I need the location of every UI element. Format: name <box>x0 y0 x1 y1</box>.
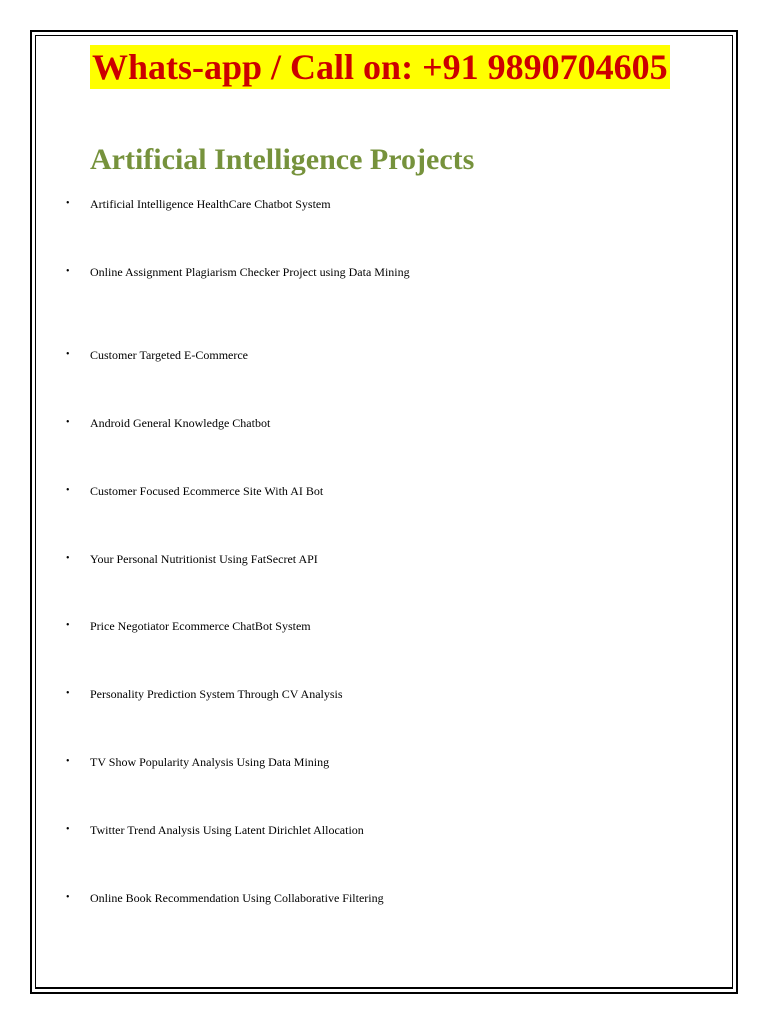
project-label: Online Book Recommendation Using Collaborative Filtering <box>90 891 384 905</box>
bullet-icon: • <box>66 417 70 428</box>
project-label: TV Show Popularity Analysis Using Data Mining <box>90 755 330 769</box>
list-item <box>66 262 410 282</box>
project-label: Personality Prediction System Through CV Analysis <box>90 687 343 701</box>
list-item <box>66 481 323 501</box>
project-label: Android General Knowledge Chatbot <box>90 416 271 430</box>
list-item <box>66 752 329 772</box>
project-label: Customer Targeted E-Commerce <box>90 348 249 362</box>
list-item <box>66 413 270 433</box>
project-label: Artificial Intelligence HealthCare Chatbot System <box>90 197 331 211</box>
bullet-icon: • <box>66 688 70 699</box>
list-item <box>66 888 384 908</box>
list-item <box>66 684 343 704</box>
bullet-icon: • <box>66 485 70 496</box>
list-item <box>66 345 248 365</box>
project-label: Price Negotiator Ecommerce ChatBot System <box>90 619 311 633</box>
list-item <box>66 616 311 636</box>
project-label: Your Personal Nutritionist Using FatSecret API <box>90 552 318 566</box>
project-label: Online Assignment Plagiarism Checker Project using Data Mining <box>90 265 410 279</box>
bullet-icon: • <box>66 553 70 564</box>
section-title: Artificial Intelligence Projects <box>90 143 475 176</box>
bullet-icon: • <box>66 824 70 835</box>
bullet-icon: • <box>66 349 70 360</box>
project-label: Customer Focused Ecommerce Site With AI Bot <box>90 484 324 498</box>
list-item <box>66 820 364 840</box>
list-item <box>66 194 331 214</box>
contact-banner: Whats-app / Call on: +91 9890704605 <box>92 47 668 87</box>
bullet-icon: • <box>66 620 70 631</box>
bullet-icon: • <box>66 756 70 767</box>
project-label: Twitter Trend Analysis Using Latent Dirichlet Allocation <box>90 823 364 837</box>
bullet-icon: • <box>66 266 70 277</box>
list-item <box>66 549 318 569</box>
bullet-icon: • <box>66 892 70 903</box>
bullet-icon: • <box>66 198 70 209</box>
